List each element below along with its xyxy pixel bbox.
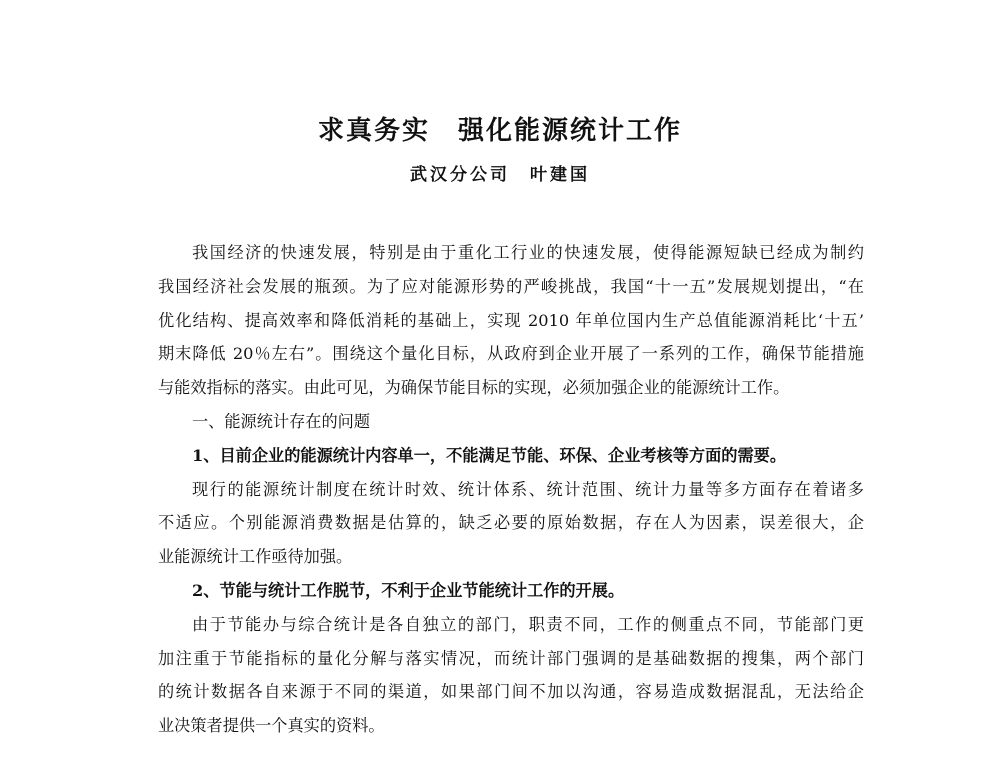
section-heading: 一、能源统计存在的问题 (192, 411, 371, 431)
document-title: 求真务实 强化能源统计工作 (317, 116, 682, 146)
paragraph-line: 我国经济的快速发展，特别是由于重化工行业的快速发展，使得能源短缺已经成为制约 (192, 243, 864, 262)
paragraph-line: 业决策者提供一个真实的资料。 (158, 716, 385, 736)
paragraph-line: 现行的能源统计制度在统计时效、统计体系、统计范围、统计力量等多方面存在着诸多 (192, 479, 864, 499)
subsection-heading: 2、节能与统计工作脱节，不利于企业节能统计工作的开展。 (192, 580, 625, 600)
paragraph-line: 由于节能办与综合统计是各自独立的部门，职责不同，工作的侧重点不同，节能部门更 (192, 614, 864, 634)
paragraph-line: 期末降低 20％左右”。围绕这个量化目标，从政府到企业开展了一系列的工作，确保节能措施 (158, 344, 864, 364)
paragraph-line: 与能效指标的落实。由此可见，为确保节能目标的实现，必须加强企业的能源统计工作。 (158, 378, 790, 398)
paragraph-problem-2 (158, 608, 864, 743)
paragraph-line: 业能源统计工作亟待加强。 (158, 547, 353, 567)
author-byline: 武汉分公司 叶建国 (410, 165, 590, 185)
subsection-heading: 1、目前企业的能源统计内容单一，不能满足节能、环保、企业考核等方面的需要。 (192, 445, 787, 465)
document-body (158, 236, 864, 743)
paragraph-line: 我国经济社会发展的瓶颈。为了应对能源形势的严峻挑战，我国“十一五”发展规划提出，“在 (158, 276, 864, 296)
paragraph-line: 的统计数据各自来源于不同的渠道，如果部门间不加以沟通，容易造成数据混乱，无法给企 (158, 682, 864, 702)
paragraph-intro (158, 236, 864, 405)
paragraph-line: 优化结构、提高效率和降低消耗的基础上，实现 2010 年单位国内生产总值能源消耗比‘十五’ (158, 310, 864, 330)
paragraph-problem-1 (158, 473, 864, 574)
paragraph-line: 不适应。个别能源消费数据是估算的，缺乏必要的原始数据，存在人为因素，误差很大，企 (158, 513, 864, 533)
paragraph-line: 加注重于节能指标的量化分解与落实情况，而统计部门强调的是基础数据的搜集，两个部门 (158, 648, 864, 668)
